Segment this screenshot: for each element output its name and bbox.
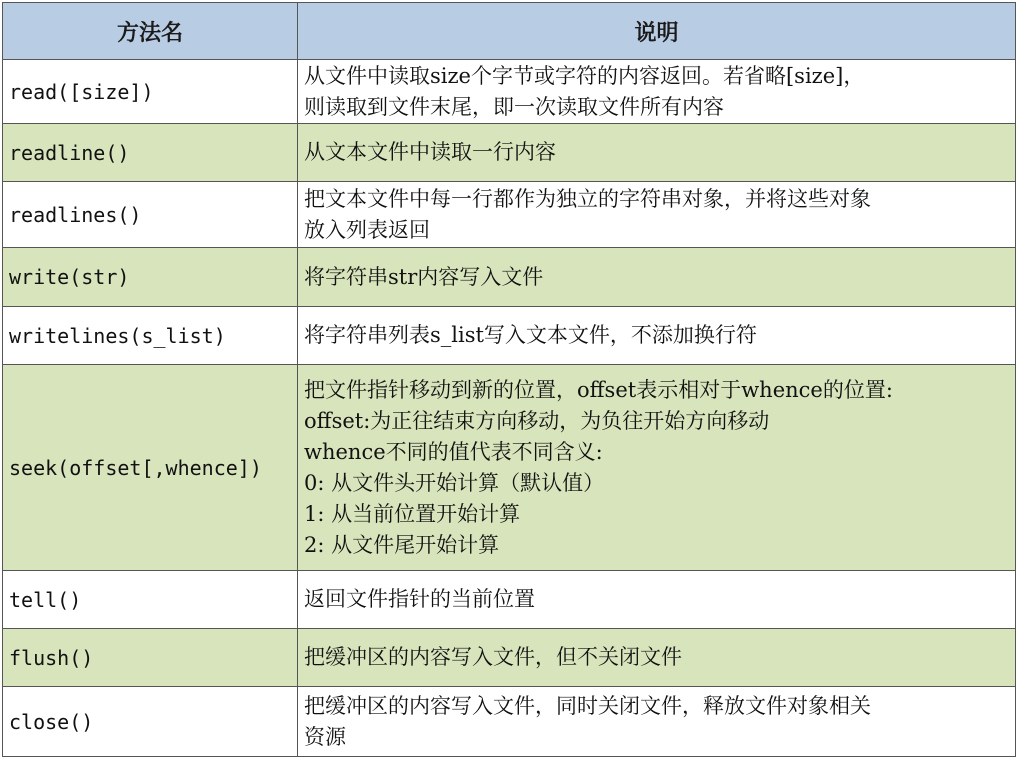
table-row: [3, 571, 1016, 629]
header-method-name: 方法名: [3, 3, 298, 60]
table-row: [3, 365, 1016, 571]
method-cell: writelines(s_list): [3, 307, 298, 365]
table-row: [3, 307, 1016, 365]
method-cell: write(str): [3, 248, 298, 307]
description-cell: 从文件中读取size个字节或字符的内容返回。若省略[size]， 则读取到文件末尾，即一次读取文件所有内容: [298, 60, 1016, 124]
method-cell: readlines(): [3, 182, 298, 248]
description-cell: 从文本文件中读取一行内容: [298, 124, 1016, 182]
description-cell: 返回文件指针的当前位置: [298, 571, 1016, 629]
method-cell: readline(): [3, 124, 298, 182]
table-row: [3, 687, 1016, 757]
header-description: 说明: [298, 3, 1016, 60]
table-header-row: [3, 3, 1016, 60]
method-cell: flush(): [3, 629, 298, 687]
method-cell: tell(): [3, 571, 298, 629]
table-row: [3, 629, 1016, 687]
table-row: [3, 124, 1016, 182]
description-cell: 将字符串列表s_list写入文本文件，不添加换行符: [298, 307, 1016, 365]
table-row: [3, 182, 1016, 248]
method-cell: close(): [3, 687, 298, 757]
table-row: [3, 248, 1016, 307]
description-cell: 把文本文件中每一行都作为独立的字符串对象，并将这些对象 放入列表返回: [298, 182, 1016, 248]
description-cell: 把缓冲区的内容写入文件，同时关闭文件，释放文件对象相关 资源: [298, 687, 1016, 757]
table-row: [3, 60, 1016, 124]
description-cell: 把缓冲区的内容写入文件，但不关闭文件: [298, 629, 1016, 687]
description-cell: 把文件指针移动到新的位置，offset表示相对于whence的位置: offset:为正往结束方向移动，为负往开始方向移动 whence不同的值代表不同含义: 0: 从文件头开始计算（默认值） 1: 从当前位置开始计算 2: 从文件尾开始计算: [298, 365, 1016, 571]
file-methods-table: [2, 2, 1016, 757]
method-cell: seek(offset[,whence]): [3, 365, 298, 571]
method-cell: read([size]): [3, 60, 298, 124]
description-cell: 将字符串str内容写入文件: [298, 248, 1016, 307]
